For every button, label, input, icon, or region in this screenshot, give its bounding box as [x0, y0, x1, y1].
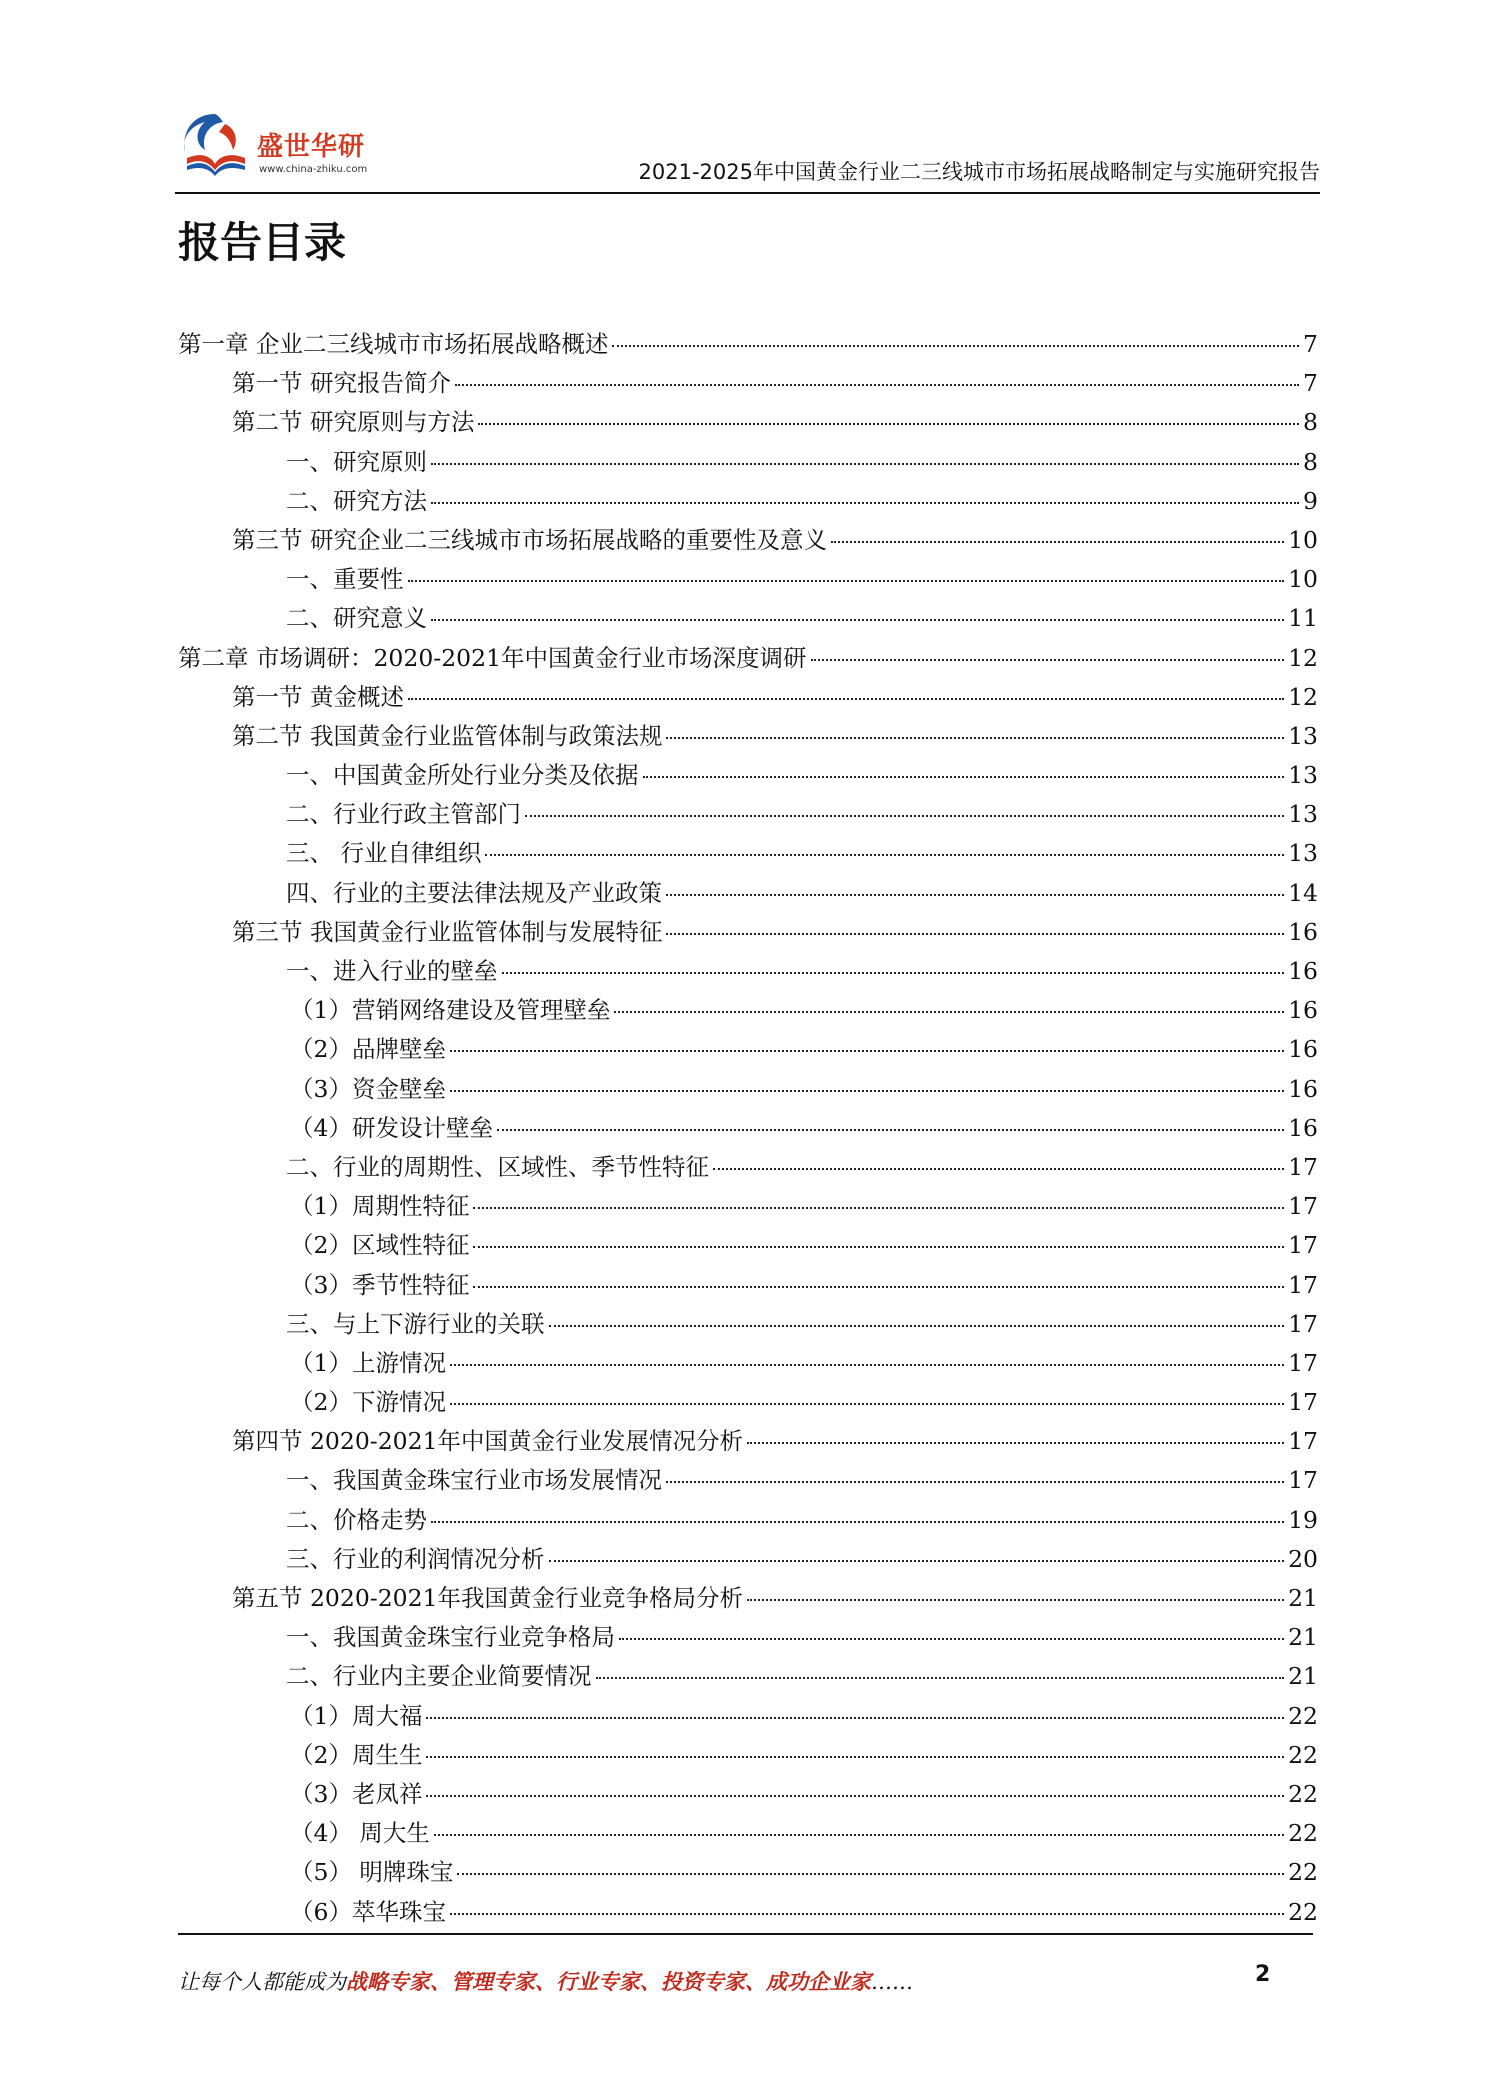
toc-dot-leader — [666, 894, 1284, 896]
toc-dot-leader — [455, 384, 1299, 386]
toc-dot-leader — [431, 1521, 1284, 1523]
toc-dot-leader — [666, 933, 1284, 935]
toc-entry-page: 21 — [1288, 1662, 1318, 1691]
toc-entry-label: 一、进入行业的壁垒 — [286, 957, 498, 985]
toc-entry-label: 四、行业的主要法律法规及产业政策 — [286, 878, 662, 907]
toc-entry-page: 8 — [1303, 447, 1318, 476]
toc-entry-page: 22 — [1288, 1740, 1318, 1769]
toc-entry[interactable] — [178, 1579, 1318, 1618]
toc-entry-label: （3）季节性特征 — [290, 1270, 470, 1299]
toc-entry[interactable] — [178, 874, 1318, 913]
toc-entry[interactable] — [178, 1383, 1318, 1422]
toc-entry-label: 一、重要性 — [286, 565, 404, 594]
toc-dot-leader — [431, 463, 1299, 465]
toc-entry-page: 16 — [1288, 996, 1318, 1025]
toc-dot-leader — [747, 1442, 1284, 1444]
toc-entry-page: 22 — [1288, 1858, 1318, 1887]
table-of-contents — [178, 325, 1318, 1932]
toc-entry-label: 一、中国黄金所处行业分类及依据 — [286, 761, 639, 790]
toc-entry-label: 一、研究原则 — [286, 447, 427, 476]
toc-entry-page: 16 — [1288, 1035, 1318, 1064]
book-logo-icon — [175, 106, 255, 186]
toc-entry-label: （2）下游情况 — [290, 1388, 446, 1417]
toc-entry[interactable] — [178, 1540, 1318, 1579]
toc-dot-leader — [450, 1050, 1284, 1052]
toc-dot-leader — [666, 1481, 1284, 1483]
logo-brand-name: 盛世华研 — [257, 132, 366, 162]
toc-entry[interactable] — [178, 403, 1318, 442]
toc-dot-leader — [549, 1560, 1285, 1562]
toc-entry-page: 17 — [1288, 1152, 1318, 1181]
toc-dot-leader — [747, 1599, 1284, 1601]
toc-entry[interactable] — [178, 1461, 1318, 1500]
toc-entry-label: （4）研发设计壁垒 — [290, 1113, 493, 1142]
toc-entry-page: 10 — [1288, 565, 1318, 594]
toc-entry-page: 17 — [1288, 1427, 1318, 1456]
toc-entry-page: 13 — [1288, 839, 1318, 868]
toc-entry-page: 16 — [1288, 1113, 1318, 1142]
toc-entry-label: 第二节 我国黄金行业监管体制与政策法规 — [232, 721, 663, 750]
toc-entry[interactable] — [178, 952, 1318, 991]
toc-entry[interactable] — [178, 521, 1318, 560]
toc-dot-leader — [473, 1286, 1284, 1288]
toc-dot-leader — [408, 698, 1284, 700]
toc-entry[interactable] — [178, 1187, 1318, 1226]
toc-entry[interactable] — [178, 1736, 1318, 1775]
toc-entry-page: 16 — [1288, 957, 1318, 985]
logo-url: www.china-zhiku.com — [259, 164, 368, 175]
toc-entry-page: 7 — [1303, 369, 1318, 398]
toc-entry-page: 21 — [1288, 1623, 1318, 1652]
toc-entry-page: 22 — [1288, 1701, 1318, 1730]
toc-entry-label: （1）上游情况 — [290, 1348, 446, 1377]
toc-dot-leader — [431, 619, 1284, 621]
toc-dot-leader — [478, 423, 1299, 425]
toc-entry[interactable] — [178, 1775, 1318, 1814]
toc-entry-page: 13 — [1288, 800, 1318, 829]
toc-entry-page: 22 — [1288, 1819, 1318, 1848]
toc-entry[interactable] — [178, 443, 1318, 482]
footer-slogan-suffix: …… — [871, 1970, 913, 1994]
toc-dot-leader — [473, 1246, 1284, 1248]
toc-entry-label: （2）区域性特征 — [290, 1231, 470, 1260]
toc-entry[interactable] — [178, 1030, 1318, 1069]
footer-divider — [178, 1933, 1313, 1935]
toc-dot-leader — [549, 1325, 1285, 1327]
toc-entry-page: 8 — [1303, 408, 1318, 437]
page-header — [175, 100, 1320, 194]
toc-entry-page: 17 — [1288, 1309, 1318, 1338]
toc-entry[interactable] — [178, 1618, 1318, 1657]
toc-entry-label: 一、我国黄金珠宝行业市场发展情况 — [286, 1466, 662, 1495]
toc-entry[interactable] — [178, 1422, 1318, 1461]
toc-entry-label: 第三节 研究企业二三线城市市场拓展战略的重要性及意义 — [232, 525, 827, 554]
toc-entry[interactable] — [178, 795, 1318, 834]
toc-entry-page: 7 — [1303, 330, 1318, 358]
toc-entry-label: 三、行业的利润情况分析 — [286, 1544, 545, 1573]
toc-entry-label: 第一章 企业二三线城市市场拓展战略概述 — [178, 330, 609, 358]
toc-dot-leader — [614, 1011, 1284, 1013]
page-title: 报告目录 — [178, 218, 347, 267]
toc-entry-page: 17 — [1288, 1348, 1318, 1377]
footer-slogan-prefix: 让每个人都能成为 — [178, 1970, 346, 1994]
toc-entry-page: 17 — [1288, 1388, 1318, 1417]
toc-entry[interactable] — [178, 639, 1318, 678]
toc-entry-label: （2）周生生 — [290, 1740, 423, 1769]
header-divider — [175, 192, 1320, 194]
toc-entry-page: 16 — [1288, 1074, 1318, 1103]
toc-entry-label: 三、 行业自律组织 — [286, 839, 482, 868]
toc-dot-leader — [831, 541, 1284, 543]
toc-entry-page: 11 — [1288, 604, 1318, 633]
toc-entry-page: 14 — [1288, 878, 1318, 907]
toc-dot-leader — [643, 776, 1285, 778]
toc-dot-leader — [426, 1795, 1284, 1797]
company-logo — [175, 106, 415, 186]
toc-dot-leader — [426, 1717, 1284, 1719]
toc-entry[interactable] — [178, 1148, 1318, 1187]
toc-entry-label: 第一节 黄金概述 — [232, 682, 404, 711]
toc-entry-label: 二、价格走势 — [286, 1505, 427, 1534]
toc-entry-page: 12 — [1288, 682, 1318, 711]
toc-entry-label: 第二节 研究原则与方法 — [232, 408, 475, 437]
toc-entry[interactable] — [178, 1697, 1318, 1736]
toc-entry-label: （4） 周大生 — [290, 1819, 430, 1848]
toc-entry-label: 二、行业行政主管部门 — [286, 800, 521, 829]
toc-entry[interactable] — [178, 1853, 1318, 1892]
toc-entry-label: （2）品牌壁垒 — [290, 1035, 446, 1064]
toc-entry-label: 第三节 我国黄金行业监管体制与发展特征 — [232, 917, 663, 946]
toc-entry[interactable] — [178, 599, 1318, 638]
toc-entry[interactable] — [178, 1814, 1318, 1853]
toc-entry-page: 22 — [1288, 1779, 1318, 1808]
toc-entry-label: 一、我国黄金珠宝行业竞争格局 — [286, 1623, 615, 1652]
toc-entry-page: 9 — [1303, 486, 1318, 515]
toc-entry-label: （1）周大福 — [290, 1701, 423, 1730]
document-title: 2021-2025年中国黄金行业二三线城市市场拓展战略制定与实施研究报告 — [638, 160, 1320, 184]
toc-entry-page: 13 — [1288, 761, 1318, 790]
toc-dot-leader — [450, 1403, 1284, 1405]
toc-entry[interactable] — [178, 1501, 1318, 1540]
page-number: 2 — [1255, 1962, 1271, 1987]
toc-dot-leader — [450, 1913, 1284, 1915]
toc-dot-leader — [666, 737, 1284, 739]
toc-entry-page: 10 — [1288, 525, 1318, 554]
toc-dot-leader — [426, 1756, 1284, 1758]
toc-entry[interactable] — [178, 1657, 1318, 1696]
toc-dot-leader — [450, 1364, 1284, 1366]
toc-entry[interactable] — [178, 1305, 1318, 1344]
toc-entry-label: （3）老凤祥 — [290, 1779, 423, 1808]
toc-entry[interactable] — [178, 1344, 1318, 1383]
toc-entry-label: （3）资金壁垒 — [290, 1074, 446, 1103]
toc-entry-page: 20 — [1288, 1544, 1318, 1573]
toc-dot-leader — [502, 972, 1285, 974]
toc-entry-label: 三、与上下游行业的关联 — [286, 1309, 545, 1338]
toc-entry[interactable] — [178, 756, 1318, 795]
toc-entry-page: 17 — [1288, 1270, 1318, 1299]
toc-entry-label: （5） 明牌珠宝 — [290, 1858, 454, 1887]
toc-dot-leader — [485, 854, 1284, 856]
footer-slogan — [178, 1966, 913, 1996]
toc-dot-leader — [473, 1207, 1284, 1209]
toc-entry-page: 17 — [1288, 1466, 1318, 1495]
toc-entry-label: （1）营销网络建设及管理壁垒 — [290, 996, 611, 1025]
toc-entry-page: 19 — [1288, 1505, 1318, 1534]
toc-entry[interactable] — [178, 364, 1318, 403]
toc-entry-label: 第五节 2020-2021年我国黄金行业竞争格局分析 — [232, 1584, 744, 1612]
toc-entry-page: 21 — [1288, 1584, 1318, 1612]
toc-dot-leader — [457, 1873, 1284, 1875]
toc-entry-label: 第一节 研究报告简介 — [232, 369, 451, 398]
toc-entry-label: 二、行业的周期性、区域性、季节性特征 — [286, 1152, 709, 1181]
toc-entry[interactable] — [178, 1070, 1318, 1109]
toc-entry[interactable] — [178, 913, 1318, 952]
toc-dot-leader — [434, 1834, 1284, 1836]
toc-entry[interactable] — [178, 678, 1318, 717]
toc-entry-label: （1）周期性特征 — [290, 1192, 470, 1221]
toc-entry-page: 17 — [1288, 1192, 1318, 1221]
toc-entry-label: 第四节 2020-2021年中国黄金行业发展情况分析 — [232, 1427, 744, 1456]
toc-entry[interactable] — [178, 1266, 1318, 1305]
toc-dot-leader — [612, 345, 1299, 347]
toc-entry[interactable] — [178, 991, 1318, 1030]
toc-dot-leader — [497, 1129, 1284, 1131]
toc-entry-label: 二、研究意义 — [286, 604, 427, 633]
toc-entry-page: 16 — [1288, 917, 1318, 946]
toc-entry[interactable] — [178, 325, 1318, 364]
toc-dot-leader — [596, 1677, 1285, 1679]
toc-entry-page: 22 — [1288, 1897, 1318, 1926]
toc-entry-page: 12 — [1288, 643, 1318, 672]
toc-dot-leader — [525, 815, 1284, 817]
toc-entry-label: 第二章 市场调研：2020-2021年中国黄金行业市场深度调研 — [178, 643, 807, 672]
toc-entry[interactable] — [178, 834, 1318, 873]
toc-dot-leader — [450, 1090, 1284, 1092]
toc-dot-leader — [619, 1638, 1284, 1640]
toc-dot-leader — [431, 502, 1299, 504]
toc-entry[interactable] — [178, 560, 1318, 599]
toc-entry[interactable] — [178, 717, 1318, 756]
toc-entry-page: 13 — [1288, 721, 1318, 750]
toc-entry[interactable] — [178, 1109, 1318, 1148]
footer-slogan-highlight: 战略专家、管理专家、行业专家、投资专家、成功企业家 — [346, 1969, 871, 1994]
toc-dot-leader — [811, 659, 1285, 661]
toc-entry[interactable] — [178, 1893, 1318, 1932]
toc-dot-leader — [408, 580, 1285, 582]
toc-entry-label: 二、行业内主要企业简要情况 — [286, 1662, 592, 1691]
toc-entry-label: （6）萃华珠宝 — [290, 1897, 446, 1926]
toc-dot-leader — [713, 1168, 1284, 1170]
toc-entry-page: 17 — [1288, 1231, 1318, 1260]
toc-entry-label: 二、研究方法 — [286, 486, 427, 515]
toc-entry[interactable] — [178, 1226, 1318, 1265]
toc-entry[interactable] — [178, 482, 1318, 521]
